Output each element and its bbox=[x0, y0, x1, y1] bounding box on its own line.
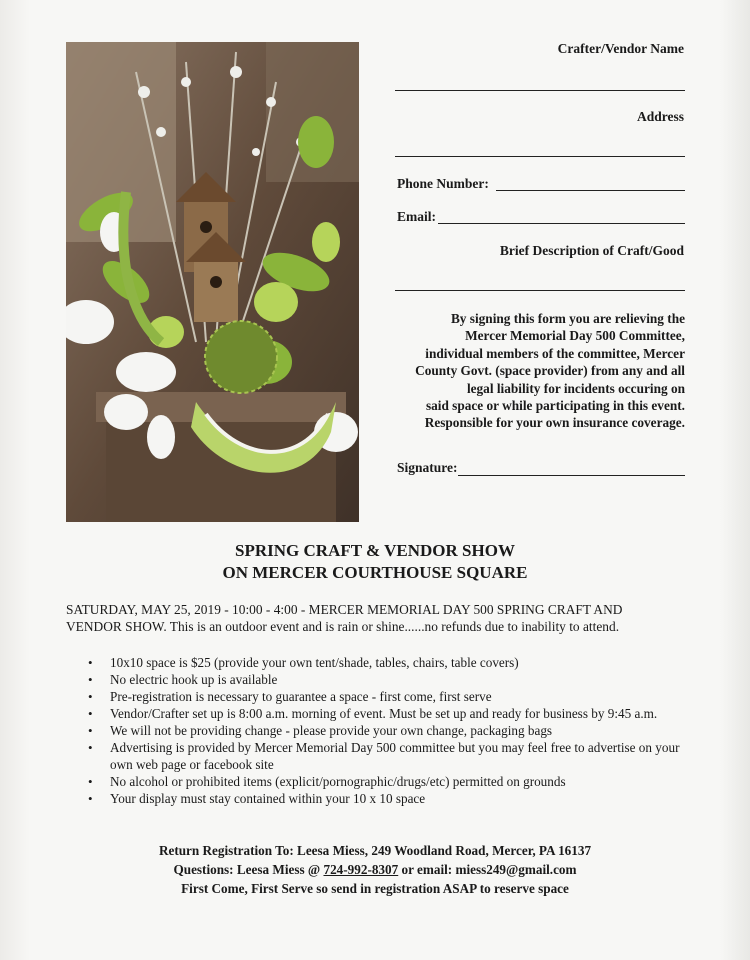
registration-footer bbox=[0, 841, 750, 898]
waiver-line: County Govt. (space provider) from any and all bbox=[415, 363, 685, 379]
vendor-name-label: Crafter/Vendor Name bbox=[557, 41, 684, 56]
title-line-2: ON MERCER COURTHOUSE SQUARE bbox=[222, 563, 528, 582]
signature-label: Signature: bbox=[397, 460, 458, 475]
intro-line-1: SATURDAY, MAY 25, 2019 - 10:00 - 4:00 - MERCER MEMORIAL DAY 500 SPRING CRAFT AND bbox=[66, 602, 623, 617]
list-item: • No electric hook up is available bbox=[88, 671, 688, 688]
description-line[interactable] bbox=[395, 290, 685, 291]
waiver-line: Mercer Memorial Day 500 Committee, bbox=[465, 328, 685, 344]
signature-line[interactable] bbox=[458, 475, 685, 476]
description-label: Brief Description of Craft/Good bbox=[499, 243, 684, 258]
contact-phone-link[interactable]: 724-992-8307 bbox=[323, 862, 399, 877]
intro-line-2: VENDOR SHOW. This is an outdoor event and is rain or shine......no refunds due to inability to attend. bbox=[66, 619, 620, 634]
title-line-1: SPRING CRAFT & VENDOR SHOW bbox=[235, 541, 515, 560]
list-item: • Your display must stay contained within your 10 x 10 space bbox=[88, 790, 688, 807]
vendor-name-line[interactable] bbox=[395, 90, 685, 91]
waiver-line: individual members of the committee, Mercer bbox=[425, 345, 685, 361]
waiver-line: By signing this form you are relieving the bbox=[450, 311, 685, 326]
phone-label: Phone Number: bbox=[397, 176, 489, 191]
list-item: • Advertising is provided by Mercer Memorial Day 500 committee but you may feel free to advertise on your own web page or facebook site bbox=[88, 739, 688, 773]
email-label: Email: bbox=[397, 209, 436, 224]
closing-line: First Come, First Serve so send in registration ASAP to reserve space bbox=[181, 881, 569, 896]
waiver-line: Responsible for your own insurance coverage. bbox=[424, 415, 685, 431]
event-title bbox=[0, 540, 750, 584]
list-item: • Pre-registration is necessary to guarantee a space - first come, first serve bbox=[88, 688, 688, 705]
flower-arrangement-photo bbox=[66, 42, 359, 522]
address-line[interactable] bbox=[395, 156, 685, 157]
phone-line[interactable] bbox=[496, 190, 685, 191]
list-item: • Vendor/Crafter set up is 8:00 a.m. morning of event. Must be set up and ready for business by 9:45 a.m. bbox=[88, 705, 688, 722]
list-item: • 10x10 space is $25 (provide your own tent/shade, tables, chairs, table covers) bbox=[88, 654, 688, 671]
waiver-line: legal liability for incidents occuring on bbox=[466, 380, 685, 396]
list-item: • No alcohol or prohibited items (explicit/pornographic/drugs/etc) permitted on grounds bbox=[88, 773, 688, 790]
contact-email: or email: miess249@gmail.com bbox=[398, 862, 577, 877]
event-intro bbox=[66, 601, 696, 635]
email-line[interactable] bbox=[438, 223, 685, 224]
liability-waiver bbox=[385, 310, 685, 432]
address-label: Address bbox=[636, 109, 684, 124]
questions-line bbox=[0, 860, 750, 879]
return-address: Return Registration To: Leesa Miess, 249 Woodland Road, Mercer, PA 16137 bbox=[158, 843, 592, 858]
rules-list bbox=[88, 654, 688, 807]
list-item: • We will not be providing change - please provide your own change, packaging bags bbox=[88, 722, 688, 739]
waiver-line: said space or while participating in this event. bbox=[425, 398, 685, 414]
questions-prefix: Questions: Leesa Miess @ bbox=[173, 862, 324, 877]
